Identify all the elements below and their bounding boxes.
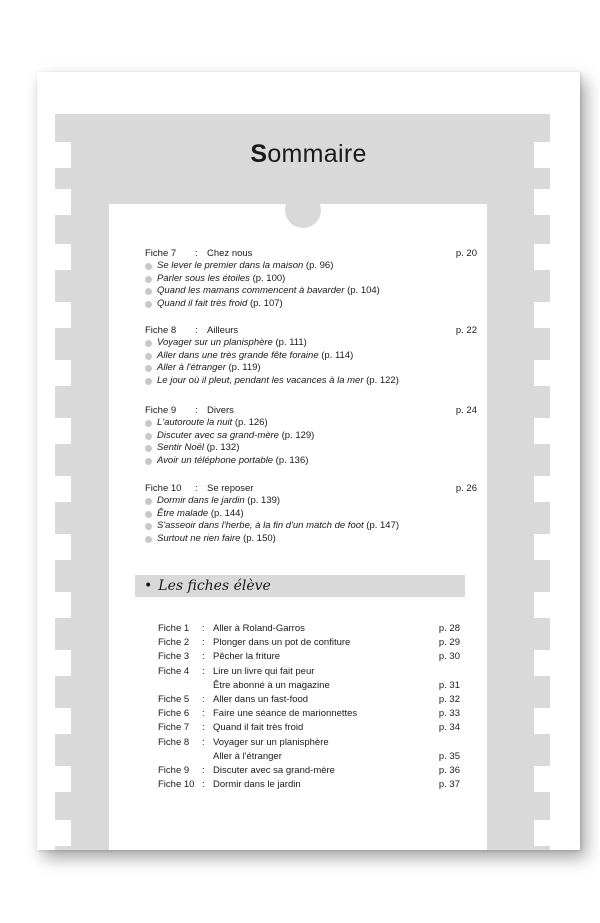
fiche-header — [145, 324, 477, 337]
table-row: Fiche 9 : Discuter avec sa grand-mère p. 36 — [158, 764, 460, 776]
table-row: Aller à l'étranger p. 35 — [213, 750, 460, 762]
frame-notch — [534, 189, 550, 215]
bullet-dot-icon — [145, 498, 152, 505]
fiche-number: Fiche 10 — [145, 483, 182, 494]
section-header-bar — [135, 575, 465, 597]
frame-notch — [534, 592, 550, 618]
fiche-colon: : — [195, 405, 198, 416]
table-row: Fiche 1 : Aller à Roland-Garros p. 28 — [158, 623, 460, 634]
document-page — [37, 72, 580, 850]
bullet-dot-icon — [145, 365, 152, 372]
fiche-page: p. 26 — [455, 483, 477, 494]
frame-notch — [55, 766, 71, 792]
table-row: Être abonné à un magazine p. 31 — [213, 679, 460, 691]
table-row: Fiche 4 : Lire un livre qui fait peur — [158, 665, 315, 677]
fiche-label: Divers — [207, 405, 234, 416]
frame-notch — [534, 820, 550, 846]
list-item: Surtout ne rien faire (p. 150) — [145, 533, 477, 546]
bullet-dot-icon — [145, 445, 152, 452]
frame-notch — [534, 534, 550, 560]
bullet-dot-icon — [145, 420, 152, 427]
table-row: Fiche 5 : Aller dans un fast-food p. 32 — [158, 693, 460, 705]
fiche-colon: : — [195, 483, 198, 494]
table-row: Fiche 7 : Quand il fait très froid p. 34 — [158, 722, 460, 734]
list-item: Aller dans une très grande fête foraine (p. 114) — [145, 350, 477, 363]
table-row: Fiche 3 : Pêcher la friture p. 30 — [158, 651, 460, 663]
section-title: • Les fiches élève — [144, 578, 271, 594]
frame-notch — [55, 360, 71, 386]
list-item: S'asseoir dans l'herbe, à la fin d'un match de foot (p. 147) — [145, 520, 477, 533]
list-item: Quand il fait très froid (p. 107) — [145, 298, 477, 311]
frame-notch — [534, 766, 550, 792]
bullet-dot-icon — [145, 536, 152, 543]
fiche-colon: : — [195, 248, 198, 259]
list-item: Dormir dans le jardin (p. 139) — [145, 495, 477, 508]
bullet-dot-icon — [145, 511, 152, 518]
table-row: Fiche 8 : Voyager sur un planisphère — [158, 736, 329, 748]
fiche-header — [145, 482, 477, 495]
fiche-header — [145, 404, 477, 417]
table-row: Fiche 2 : Plonger dans un pot de confiture p. 29 — [158, 637, 460, 649]
fiche-label: Ailleurs — [207, 325, 239, 336]
bullet-dot-icon — [145, 378, 152, 385]
frame-notch — [55, 534, 71, 560]
frame-notch — [55, 476, 71, 502]
page-title: Sommaire — [250, 140, 367, 168]
list-item: Quand les mamans commencent à bavarder (p. 104) — [145, 285, 477, 298]
fiche-section — [145, 404, 477, 467]
fiche-header — [145, 247, 477, 260]
bullet-dot-icon — [145, 433, 152, 440]
fiche-section — [145, 247, 477, 310]
fiche-label: Se reposer — [207, 483, 254, 494]
fiche-items — [145, 417, 477, 467]
frame-notch — [55, 820, 71, 846]
fiche-label: Chez nous — [207, 248, 253, 259]
frame-notch — [534, 244, 550, 270]
frame-notch — [55, 302, 71, 328]
frame-notch — [534, 708, 550, 734]
frame-notch — [55, 418, 71, 444]
frame-notch — [534, 476, 550, 502]
list-item: Voyager sur un planisphère (p. 111) — [145, 337, 477, 350]
fiche-items — [145, 495, 477, 545]
fiche-page: p. 24 — [455, 405, 477, 416]
table-row: Fiche 6 : Faire une séance de marionnettes p. 33 — [158, 708, 460, 720]
bullet-dot-icon — [145, 353, 152, 360]
bullet-dot-icon — [145, 340, 152, 347]
bullet-dot-icon — [145, 523, 152, 530]
frame-notch — [534, 302, 550, 328]
frame-notch — [534, 418, 550, 444]
fiche-page: p. 22 — [455, 325, 477, 336]
fiche-section — [145, 324, 477, 387]
fiche-colon: : — [195, 325, 198, 336]
fiche-section — [145, 482, 477, 545]
frame-notch — [55, 189, 71, 215]
list-item: L'autoroute la nuit (p. 126) — [145, 417, 477, 430]
bullet-dot-icon — [145, 276, 152, 283]
fiche-number: Fiche 7 — [145, 248, 177, 259]
fiche-items — [145, 337, 477, 387]
list-item: Discuter avec sa grand-mère (p. 129) — [145, 430, 477, 443]
bullet-dot-icon — [145, 288, 152, 295]
list-item: Se lever le premier dans la maison (p. 96) — [145, 260, 477, 273]
frame-notch — [55, 592, 71, 618]
list-item: Avoir un téléphone portable (p. 136) — [145, 455, 477, 468]
fiche-number: Fiche 9 — [145, 405, 177, 416]
fiche-page: p. 20 — [455, 248, 477, 259]
bullet-dot-icon — [145, 263, 152, 270]
fiche-number: Fiche 8 — [145, 325, 177, 336]
list-item: Être malade (p. 144) — [145, 508, 477, 521]
bullet-dot-icon — [145, 301, 152, 308]
list-item: Aller à l'étranger (p. 119) — [145, 362, 477, 375]
list-item: Sentir Noël (p. 132) — [145, 442, 477, 455]
list-item: Le jour où il pleut, pendant les vacances à la mer (p. 122) — [145, 375, 477, 388]
bullet-dot-icon — [145, 458, 152, 465]
fiche-items — [145, 260, 477, 310]
list-item: Parler sous les étoiles (p. 100) — [145, 273, 477, 286]
frame-notch — [534, 650, 550, 676]
frame-notch — [55, 650, 71, 676]
tab-circle-decoration — [285, 192, 321, 228]
frame-notch — [55, 708, 71, 734]
frame-notch — [534, 360, 550, 386]
table-row: Fiche 10 : Dormir dans le jardin p. 37 — [158, 779, 460, 791]
frame-notch — [55, 244, 71, 270]
eleve-list — [158, 622, 460, 792]
